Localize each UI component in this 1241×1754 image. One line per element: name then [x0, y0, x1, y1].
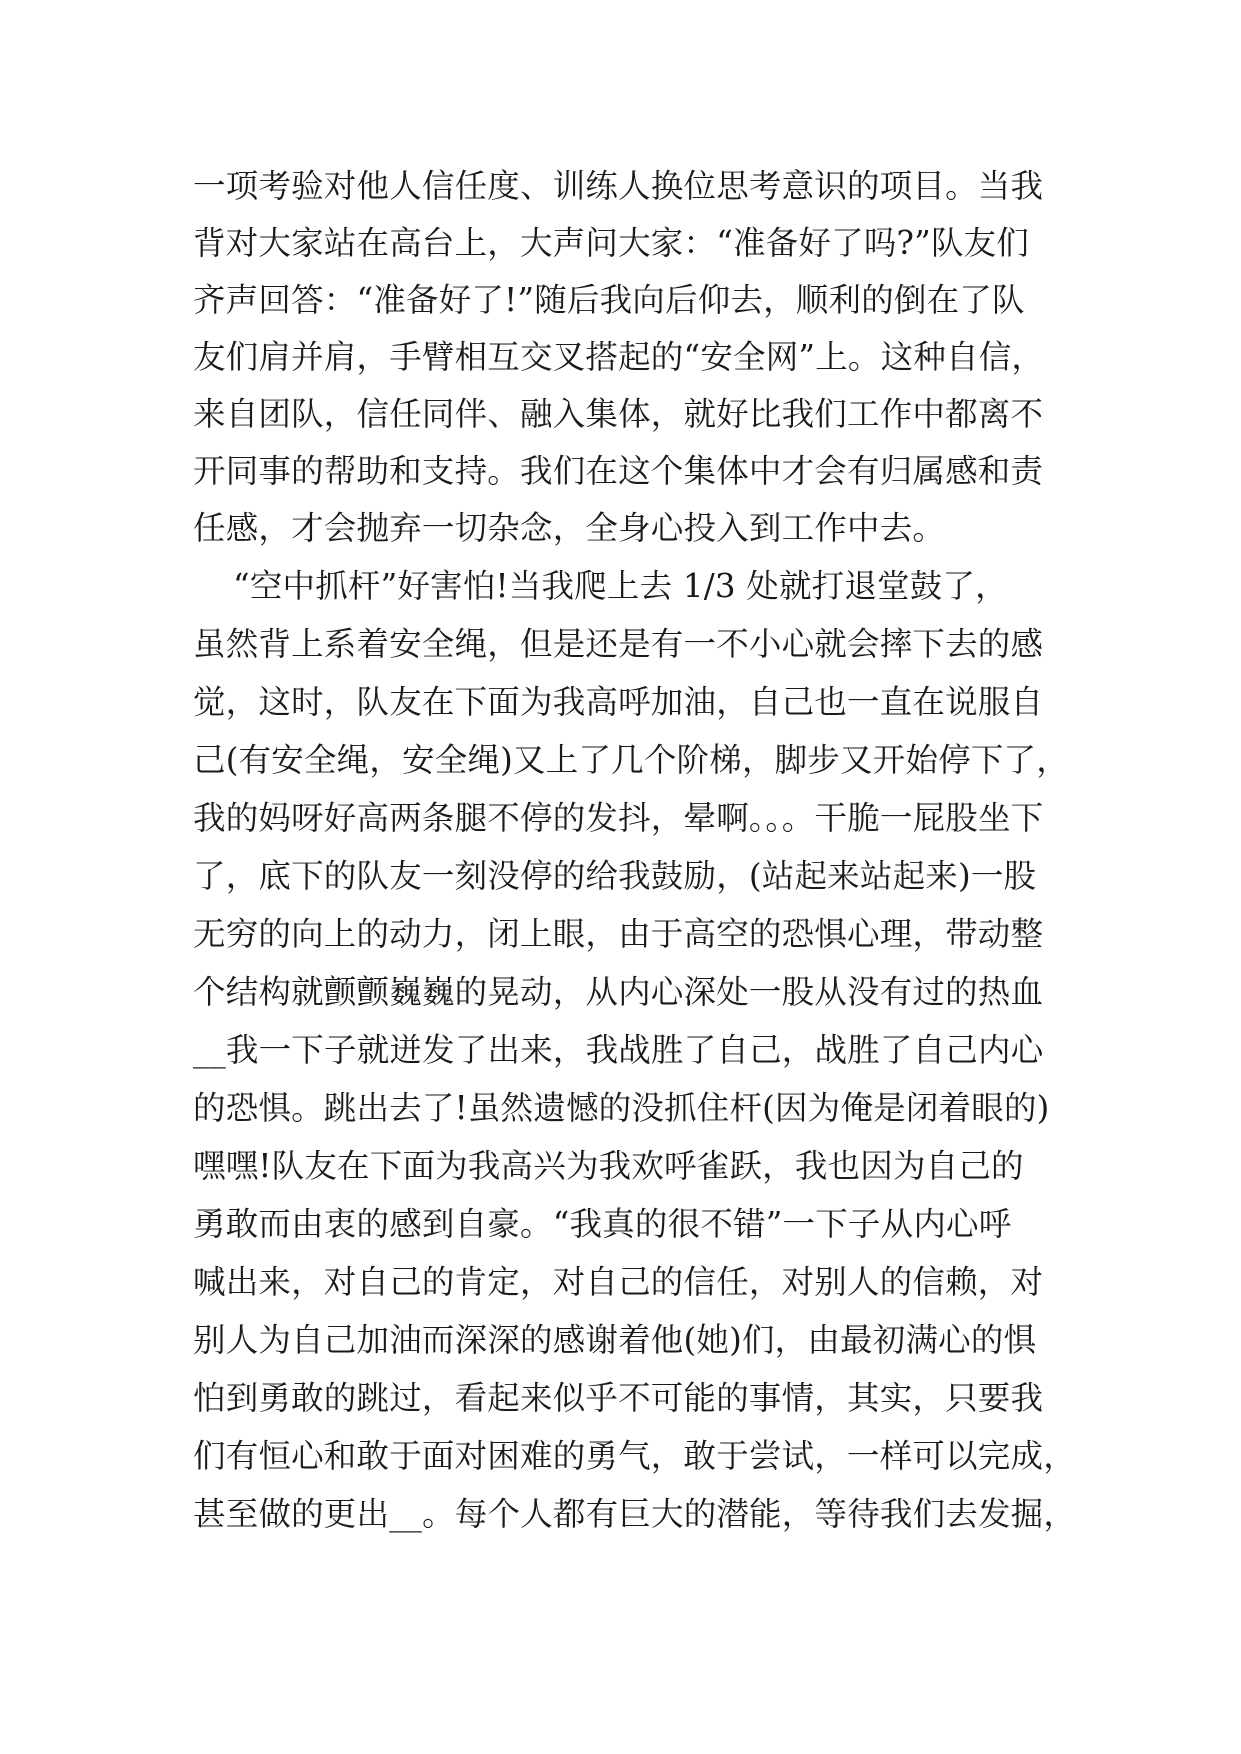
paragraph-line: 虽然背上系着安全绳，但是还是有一不小心就会摔下去的感 — [193, 625, 1044, 663]
paragraph-line: 们有恒心和敢于面对困难的勇气，敢于尝试，一样可以完成， — [193, 1437, 1076, 1475]
paragraph-line: 我的妈呀好高两条腿不停的发抖，晕啊。。。干脆一屁股坐下 — [193, 799, 1044, 837]
paragraph-line: 个结构就颤颤巍巍的晃动，从内心深处一股从没有过的热血 — [193, 973, 1044, 1011]
paragraph-line: 背对大家站在高台上，大声问大家：“准备好了吗?”队友们 — [193, 224, 1030, 262]
paragraph-line: “空中抓杆”好害怕!当我爬上去 1/3 处就打退堂鼓了， — [233, 567, 1008, 605]
paragraph-line: 觉，这时，队友在下面为我高呼加油，自己也一直在说服自 — [193, 683, 1044, 721]
paragraph-line: 勇敢而由衷的感到自豪。“我真的很不错”一下子从内心呼 — [193, 1205, 1012, 1243]
paragraph-line: 来自团队，信任同伴、融入集体，就好比我们工作中都离不 — [193, 395, 1044, 433]
paragraph-line: 友们肩并肩，手臂相互交叉搭起的“安全网”上。这种自信， — [193, 338, 1045, 376]
paragraph-line: 任感，才会抛弃一切杂念，全身心投入到工作中去。 — [193, 509, 946, 547]
paragraph-line: 了，底下的队友一刻没停的给我鼓励，(站起来站起来)一股 — [193, 857, 1037, 895]
paragraph-line: 无穷的向上的动力，闭上眼，由于高空的恐惧心理，带动整 — [193, 915, 1044, 953]
paragraph-line: __我一下子就迸发了出来，我战胜了自己，战胜了自己内心 — [193, 1031, 1044, 1069]
paragraph-line: 嘿嘿!队友在下面为我高兴为我欢呼雀跃，我也因为自己的 — [193, 1147, 1024, 1185]
paragraph-line: 己(有安全绳，安全绳)又上了几个阶梯，脚步又开始停下了， — [193, 741, 1069, 779]
paragraph-line: 齐声回答：“准备好了!”随后我向后仰去，顺利的倒在了队 — [193, 281, 1025, 319]
paragraph-line: 一项考验对他人信任度、训练人换位思考意识的项目。当我 — [193, 167, 1044, 205]
paragraph-line: 甚至做的更出__。每个人都有巨大的潜能，等待我们去发掘， — [193, 1495, 1077, 1533]
paragraph-line: 喊出来，对自己的肯定，对自己的信任，对别人的信赖，对 — [193, 1263, 1044, 1301]
paragraph-line: 开同事的帮助和支持。我们在这个集体中才会有归属感和责 — [193, 452, 1044, 490]
paragraph-line: 别人为自己加油而深深的感谢着他(她)们，由最初满心的惧 — [193, 1321, 1037, 1359]
paragraph-line: 怕到勇敢的跳过，看起来似乎不可能的事情，其实，只要我 — [193, 1379, 1044, 1417]
paragraph-line: 的恐惧。跳出去了!虽然遗憾的没抓住杆(因为俺是闭着眼的) — [193, 1089, 1050, 1127]
